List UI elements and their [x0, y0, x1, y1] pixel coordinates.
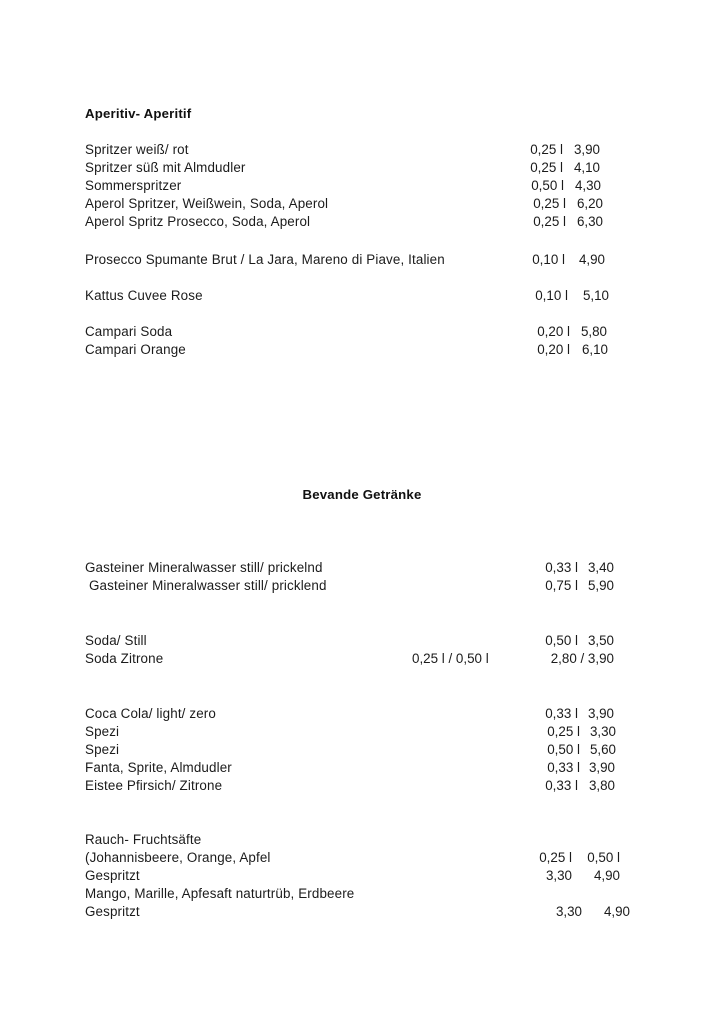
menu-item-name: Kattus Cuvee Rose	[85, 288, 203, 303]
menu-item-volume: 0,25 l	[530, 160, 563, 175]
menu-item-name: Spritzer weiß/ rot	[85, 142, 189, 157]
menu-item-volume: 0,33 l	[545, 706, 578, 721]
menu-item-price: 5,60	[589, 742, 616, 757]
menu-item-name: Soda/ Still	[85, 633, 147, 648]
menu-item-name: Spritzer süß mit Almdudler	[85, 160, 246, 175]
menu-item-volume-range: 0,25 l / 0,50 l	[412, 651, 489, 666]
menu-item-price: 4,10	[573, 160, 600, 175]
menu-item-name: Gasteiner Mineralwasser still/ prickelnd	[85, 560, 323, 575]
menu-item-price: 4,90	[578, 252, 605, 267]
menu-item-volume: 0,25 l	[547, 724, 580, 739]
section-heading-bevande: Bevande Getränke	[302, 487, 422, 502]
menu-item-volume: 0,20 l	[537, 342, 570, 357]
menu-item-price: 6,20	[576, 196, 603, 211]
menu-item-price: 3,40	[587, 560, 614, 575]
menu-item-name: Spezi	[85, 742, 120, 757]
section-heading-aperitiv: Aperitiv- Aperitif	[85, 106, 192, 121]
menu-item-name: Gespritzt	[85, 904, 140, 919]
menu-item-volume: 0,50 l	[545, 633, 578, 648]
menu-item-volume: 0,33 l	[545, 778, 578, 793]
menu-item-name: Campari Soda	[85, 324, 173, 339]
menu-item-price: 3,30	[555, 904, 582, 919]
menu-item-name: Campari Orange	[85, 342, 186, 357]
menu-item-name: Aperol Spritz Prosecco, Soda, Aperol	[85, 214, 311, 229]
menu-item-volume: 0,50 l	[531, 178, 564, 193]
menu-item-name: Coca Cola/ light/ zero	[85, 706, 216, 721]
menu-item-price-second: 4,90	[603, 904, 630, 919]
menu-item-price: 5,80	[580, 324, 607, 339]
menu-item-name: Eistee Pfirsich/ Zitrone	[85, 778, 223, 793]
menu-item-name: (Johannisbeere, Orange, Apfel	[85, 850, 271, 865]
menu-item-volume: 0,75 l	[545, 578, 578, 593]
menu-item-volume: 0,20 l	[537, 324, 570, 339]
menu-item-price: 3,80	[588, 778, 615, 793]
menu-item-volume: 0,25 l	[533, 214, 566, 229]
menu-item-price: 3,50	[587, 633, 614, 648]
menu-item-name: Gasteiner Mineralwasser still/ pricklend	[89, 578, 327, 593]
menu-item-name: Sommerspritzer	[85, 178, 182, 193]
menu-item-price: 3,30	[545, 868, 572, 883]
menu-item-price: 3,90	[588, 760, 615, 775]
menu-item-name: Gespritzt	[85, 868, 140, 883]
menu-item-name: Spezi	[85, 724, 120, 739]
menu-item-name: Aperol Spritzer, Weißwein, Soda, Aperol	[85, 196, 329, 211]
menu-item-name: Fanta, Sprite, Almdudler	[85, 760, 232, 775]
menu-item-volume: 0,33 l	[547, 760, 580, 775]
menu-item-volume: 0,33 l	[545, 560, 578, 575]
menu-item-name: Prosecco Spumante Brut / La Jara, Mareno di Piave, Italien	[85, 252, 445, 267]
menu-item-price: 3,90	[573, 142, 600, 157]
menu-item-volume: 0,25 l	[530, 142, 563, 157]
menu-item-volume: 0,50 l	[547, 742, 580, 757]
menu-item-volume: 0,10 l	[532, 252, 565, 267]
menu-item-volume: 0,25 l	[539, 850, 572, 865]
menu-item-price: 5,10	[582, 288, 609, 303]
menu-item-price: 4,30	[574, 178, 601, 193]
menu-item-price: 3,90	[587, 706, 614, 721]
menu-item-volume-second: 0,50 l	[587, 850, 620, 865]
menu-item-price-range: 2,80 / 3,90	[550, 651, 614, 666]
menu-item-name: Mango, Marille, Apfesaft naturtrüb, Erdbeere	[85, 886, 355, 901]
menu-item-price: 3,30	[589, 724, 616, 739]
menu-group-label-fruchtsaefte: Rauch- Fruchtsäfte	[85, 832, 202, 847]
menu-item-price: 5,90	[587, 578, 614, 593]
menu-item-price: 6,30	[576, 214, 603, 229]
menu-item-name: Soda Zitrone	[85, 651, 164, 666]
menu-item-volume: 0,25 l	[533, 196, 566, 211]
menu-item-volume: 0,10 l	[535, 288, 568, 303]
menu-item-price: 6,10	[581, 342, 608, 357]
menu-item-price-second: 4,90	[593, 868, 620, 883]
